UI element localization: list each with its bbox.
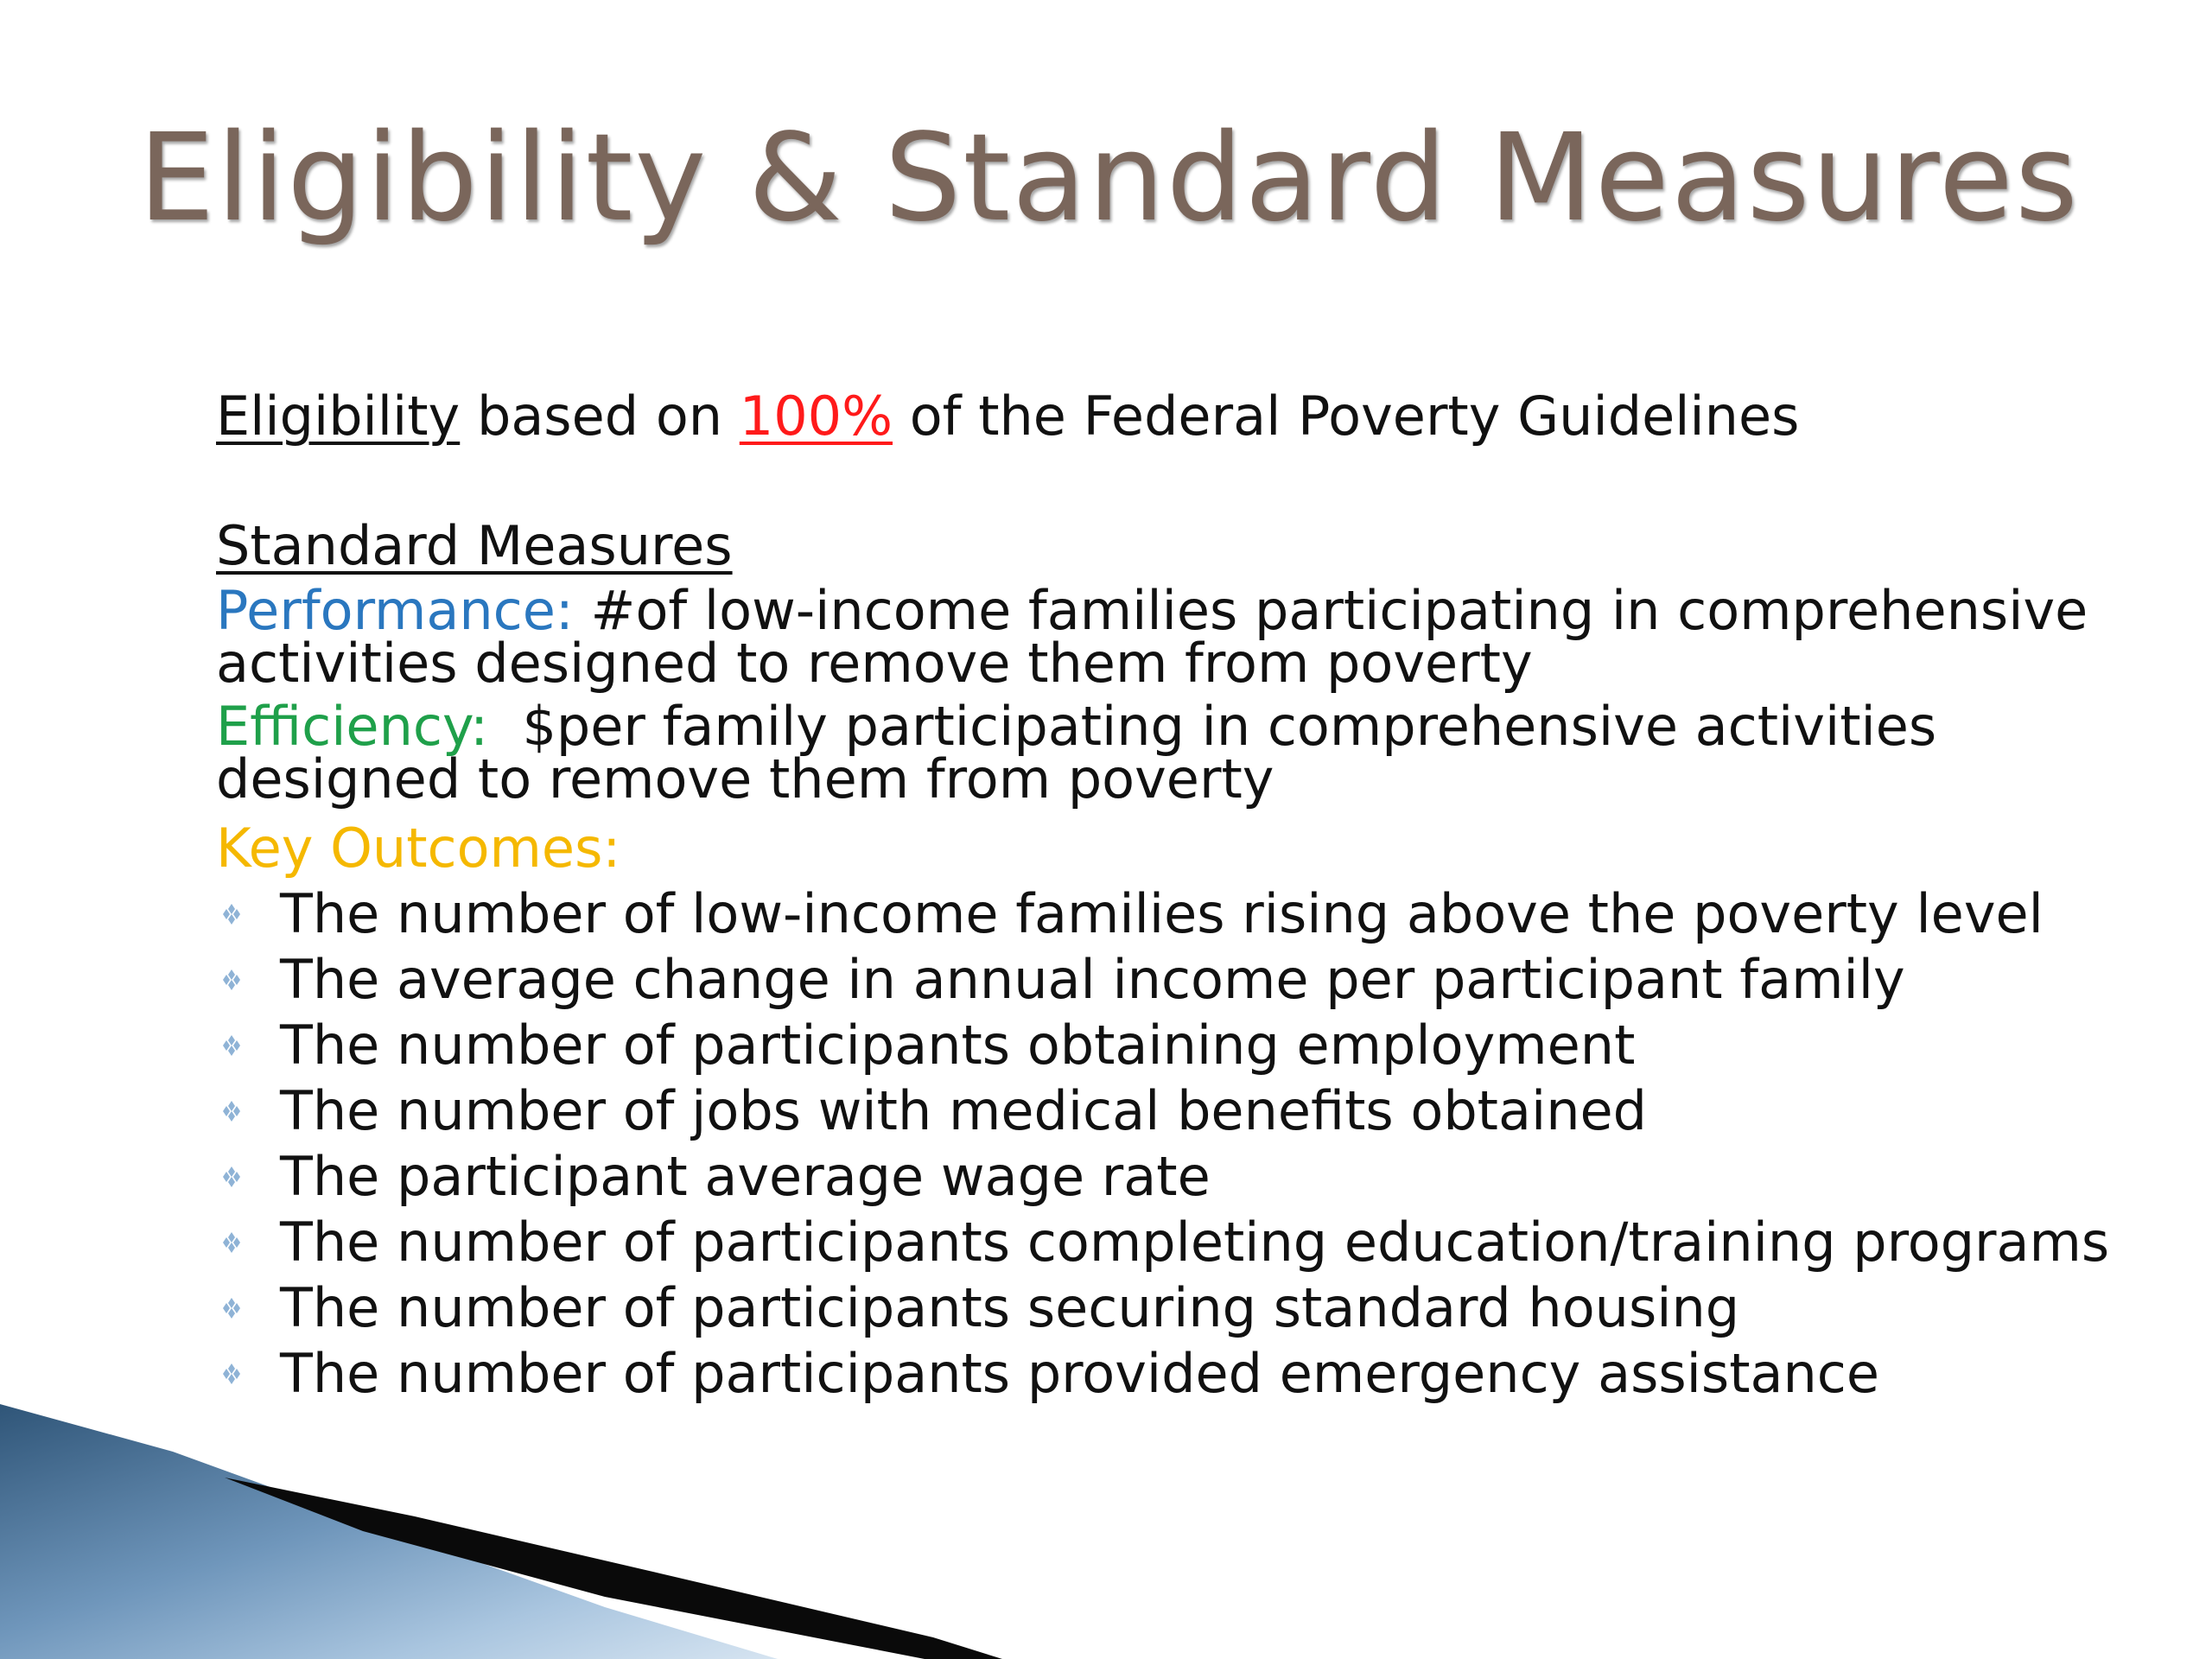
standard-measures-heading: Standard Measures	[216, 513, 733, 577]
spacer	[216, 449, 2195, 513]
outcome-text: The number of low-income families rising above the poverty level	[280, 881, 2044, 945]
outcome-text: The number of participants obtaining employment	[280, 1013, 1636, 1077]
key-outcomes-list	[216, 881, 2195, 1407]
performance-text: #of low-income families participating in comprehensive activities designed to remove them from poverty	[216, 579, 2088, 695]
four-diamond-bullet-icon	[216, 888, 247, 940]
four-diamond-bullet-icon	[216, 954, 247, 1006]
four-diamond-bullet-icon	[216, 1282, 247, 1334]
eligibility-line	[216, 384, 2195, 449]
outcome-text: The participant average wage rate	[280, 1144, 1211, 1208]
slide-body	[216, 384, 2195, 1407]
four-diamond-bullet-icon	[216, 1085, 247, 1137]
eligibility-text-after: of the Federal Poverty Guidelines	[893, 385, 1800, 448]
list-item	[216, 1013, 2195, 1078]
list-item	[216, 1341, 2195, 1407]
outcome-text: The average change in annual income per participant family	[280, 947, 1905, 1011]
outcome-text: The number of participants provided emergency assistance	[280, 1341, 1880, 1405]
four-diamond-bullet-icon	[216, 1151, 247, 1203]
four-diamond-bullet-icon	[216, 1348, 247, 1400]
list-item	[216, 1078, 2195, 1144]
list-item	[216, 1210, 2195, 1275]
efficiency-measure	[216, 694, 2195, 810]
list-item	[216, 947, 2195, 1013]
four-diamond-bullet-icon	[216, 1020, 247, 1071]
outcome-text: The number of jobs with medical benefits obtained	[280, 1078, 1647, 1142]
performance-measure	[216, 579, 2195, 695]
list-item	[216, 1275, 2195, 1341]
slide-title: Eligibility & Standard Measures	[138, 108, 2080, 249]
efficiency-label: Efficiency:	[216, 694, 489, 758]
efficiency-text: $per family participating in comprehensive activities designed to remove them from poverty	[216, 694, 1954, 810]
list-item	[216, 1144, 2195, 1210]
key-outcomes-label: Key Outcomes:	[216, 817, 621, 880]
eligibility-text-before: based on	[460, 385, 740, 448]
four-diamond-bullet-icon	[216, 1217, 247, 1268]
list-item	[216, 881, 2195, 947]
eligibility-label: Eligibility	[216, 385, 461, 448]
eligibility-percent: 100%	[739, 385, 893, 448]
outcome-text: The number of participants completing education/training programs	[280, 1210, 2110, 1274]
outcome-text: The number of participants securing standard housing	[280, 1275, 1740, 1339]
performance-label: Performance:	[216, 579, 574, 643]
